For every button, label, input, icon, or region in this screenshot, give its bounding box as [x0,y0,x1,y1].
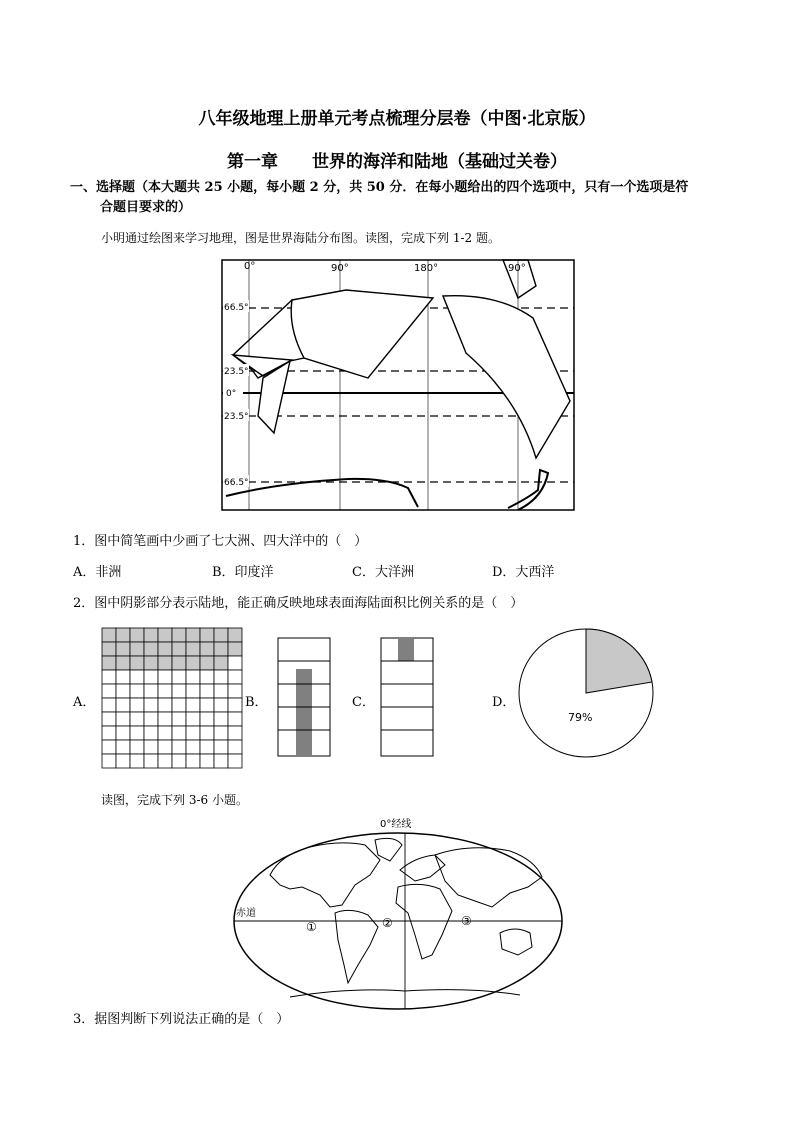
intro-q3-6: 读图，完成下列 3-6 小题。 [101,793,248,807]
grid-cell-land [214,656,228,670]
equator-label: 赤道 [236,908,256,919]
grid-cell-land [102,628,116,642]
grid-cell-ocean [102,726,116,740]
grid-cell-land [158,642,172,656]
grid-cell-land [214,628,228,642]
grid-cell-ocean [228,670,242,684]
grid-cell-ocean [186,726,200,740]
section-heading [70,178,730,218]
intro-q1-2: 小明通过绘图来学习地理，图是世界海陆分布图。读图，完成下列 1-2 题。 [101,231,500,245]
world-ellipse-map [230,815,566,1015]
grid-cell-ocean [158,684,172,698]
grid-cell-ocean [228,726,242,740]
grid-cell-land [116,656,130,670]
q1-option-b[interactable]: B．印度洋 [212,565,274,580]
q2-option-a-grid[interactable] [100,626,244,772]
grid-cell-ocean [228,684,242,698]
grid-cell-ocean [144,754,158,768]
grid-cell-ocean [116,698,130,712]
grid-cell-ocean [186,712,200,726]
grid-cell-ocean [172,740,186,754]
q2-label-a[interactable]: A． [73,695,96,710]
marker-2: ② [382,916,393,930]
grid-cell-ocean [200,698,214,712]
q2-option-b-bars[interactable] [276,636,332,758]
c-shaded-bar [398,638,414,661]
q2-option-c-bars[interactable] [379,636,435,758]
grid-cell-ocean [186,740,200,754]
grid-cell-ocean [102,684,116,698]
marker-1: ① [306,920,317,934]
grid-cell-ocean [102,670,116,684]
grid-cell-ocean [130,740,144,754]
q2-label-b[interactable]: B． [245,695,268,710]
grid-cell-ocean [214,684,228,698]
grid-cell-land [200,642,214,656]
grid-cell-land [186,642,200,656]
grid-cell-ocean [130,684,144,698]
grid-cell-land [102,642,116,656]
q2-label-d[interactable]: D． [492,695,516,710]
meridian-label: 0°经线 [380,819,412,830]
grid-cell-ocean [116,726,130,740]
q1-option-c[interactable]: C．大洋洲 [352,565,414,580]
grid-cell-ocean [172,670,186,684]
grid-cell-land [144,642,158,656]
section-heading-line1: 一、选择题（本大题共 25 小题，每小题 2 分，共 50 分．在每小题给出的四个选项中，只有一个选项是符 [70,180,689,195]
grid-cell-land [172,628,186,642]
grid-cell-ocean [116,740,130,754]
grid-cell-ocean [102,712,116,726]
grid-cell-land [186,628,200,642]
q1-option-a[interactable]: A．非洲 [73,565,122,580]
grid-cell-ocean [214,754,228,768]
grid-cell-ocean [130,670,144,684]
grid-cell-land [116,642,130,656]
lat-label-235n: 23.5° [224,367,249,377]
lon-label-0: 0° [244,261,256,272]
grid-cell-ocean [172,698,186,712]
grid-cell-land [158,628,172,642]
grid-cell-land [200,656,214,670]
q1-option-d[interactable]: D．大西洋 [492,565,555,580]
grid-cell-land [130,642,144,656]
grid-cell-ocean [144,670,158,684]
grid-cell-land [102,656,116,670]
grid-cell-ocean [102,698,116,712]
lat-label-235s: 23.5° [224,412,249,422]
grid-cell-land [158,656,172,670]
grid-cell-ocean [186,670,200,684]
grid-cell-ocean [144,740,158,754]
grid-cell-ocean [144,698,158,712]
grid-cell-ocean [102,754,116,768]
page-title: 八年级地理上册单元考点梳理分层卷（中图·北京版） [198,109,596,129]
grid-cell-ocean [158,670,172,684]
grid-cell-land [186,656,200,670]
grid-cell-ocean [186,698,200,712]
grid-cell-ocean [130,754,144,768]
grid-cell-ocean [144,726,158,740]
marker-3: ③ [461,914,472,928]
question-2-stem: 2．图中阴影部分表示陆地，能正确反映地球表面海陆面积比例关系的是（ ） [73,596,524,611]
grid-cell-ocean [200,684,214,698]
grid-cell-ocean [172,754,186,768]
grid-cell-ocean [214,712,228,726]
grid-cell-land [144,628,158,642]
grid-cell-land [228,628,242,642]
grid-cell-land [172,642,186,656]
grid-cell-ocean [228,754,242,768]
grid-cell-land [116,628,130,642]
grid-cell-ocean [200,754,214,768]
grid-cell-ocean [144,712,158,726]
question-1-stem: 1．图中简笔画中少画了七大洲、四大洋中的（ ） [73,534,368,549]
lon-label-180: 180° [414,263,439,274]
grid-cell-ocean [200,726,214,740]
grid-cell-land [228,642,242,656]
grid-cell-ocean [130,712,144,726]
grid-cell-ocean [214,698,228,712]
lon-label-90w: 90° [508,263,526,274]
section-heading-line2: 合题目要求的） [100,200,192,215]
grid-cell-ocean [186,754,200,768]
grid-cell-ocean [144,684,158,698]
pie-percent-label: 79% [568,711,593,724]
grid-cell-ocean [200,670,214,684]
grid-cell-ocean [228,740,242,754]
grid-cell-ocean [158,754,172,768]
grid-cell-land [130,628,144,642]
grid-cell-ocean [102,740,116,754]
question-3-stem: 3．据图判断下列说法正确的是（ ） [73,1012,290,1027]
grid-cell-ocean [228,712,242,726]
world-sketch-map [218,258,578,514]
grid-cell-ocean [158,712,172,726]
grid-cell-ocean [130,698,144,712]
pie-land-slice [586,629,652,693]
grid-cell-land [200,628,214,642]
grid-cell-ocean [228,656,242,670]
grid-cell-ocean [200,740,214,754]
grid-cell-ocean [116,684,130,698]
grid-cell-ocean [172,684,186,698]
grid-cell-land [214,642,228,656]
grid-cell-ocean [158,726,172,740]
lat-label-665s: 66.5° [224,478,249,488]
grid-cell-ocean [228,698,242,712]
grid-cell-ocean [172,726,186,740]
grid-cell-ocean [200,712,214,726]
grid-cell-ocean [214,740,228,754]
grid-cell-land [144,656,158,670]
grid-cell-ocean [116,712,130,726]
grid-cell-ocean [214,726,228,740]
grid-cell-ocean [172,712,186,726]
grid-cell-ocean [158,740,172,754]
grid-cell-ocean [158,698,172,712]
q2-label-c[interactable]: C． [352,695,375,710]
grid-cell-ocean [116,754,130,768]
grid-cell-ocean [130,726,144,740]
grid-cell-ocean [214,670,228,684]
grid-cell-land [130,656,144,670]
grid-cell-ocean [186,684,200,698]
b-shaded-bar [296,669,312,756]
chapter-subtitle: 第一章 世界的海洋和陆地（基础过关卷） [227,152,567,172]
grid-cell-land [172,656,186,670]
lon-label-90e: 90° [331,263,349,274]
lat-label-665n: 66.5° [224,303,249,313]
q2-option-d-pie[interactable] [516,626,660,760]
lat-label-0: 0° [226,389,237,399]
grid-cell-ocean [116,670,130,684]
